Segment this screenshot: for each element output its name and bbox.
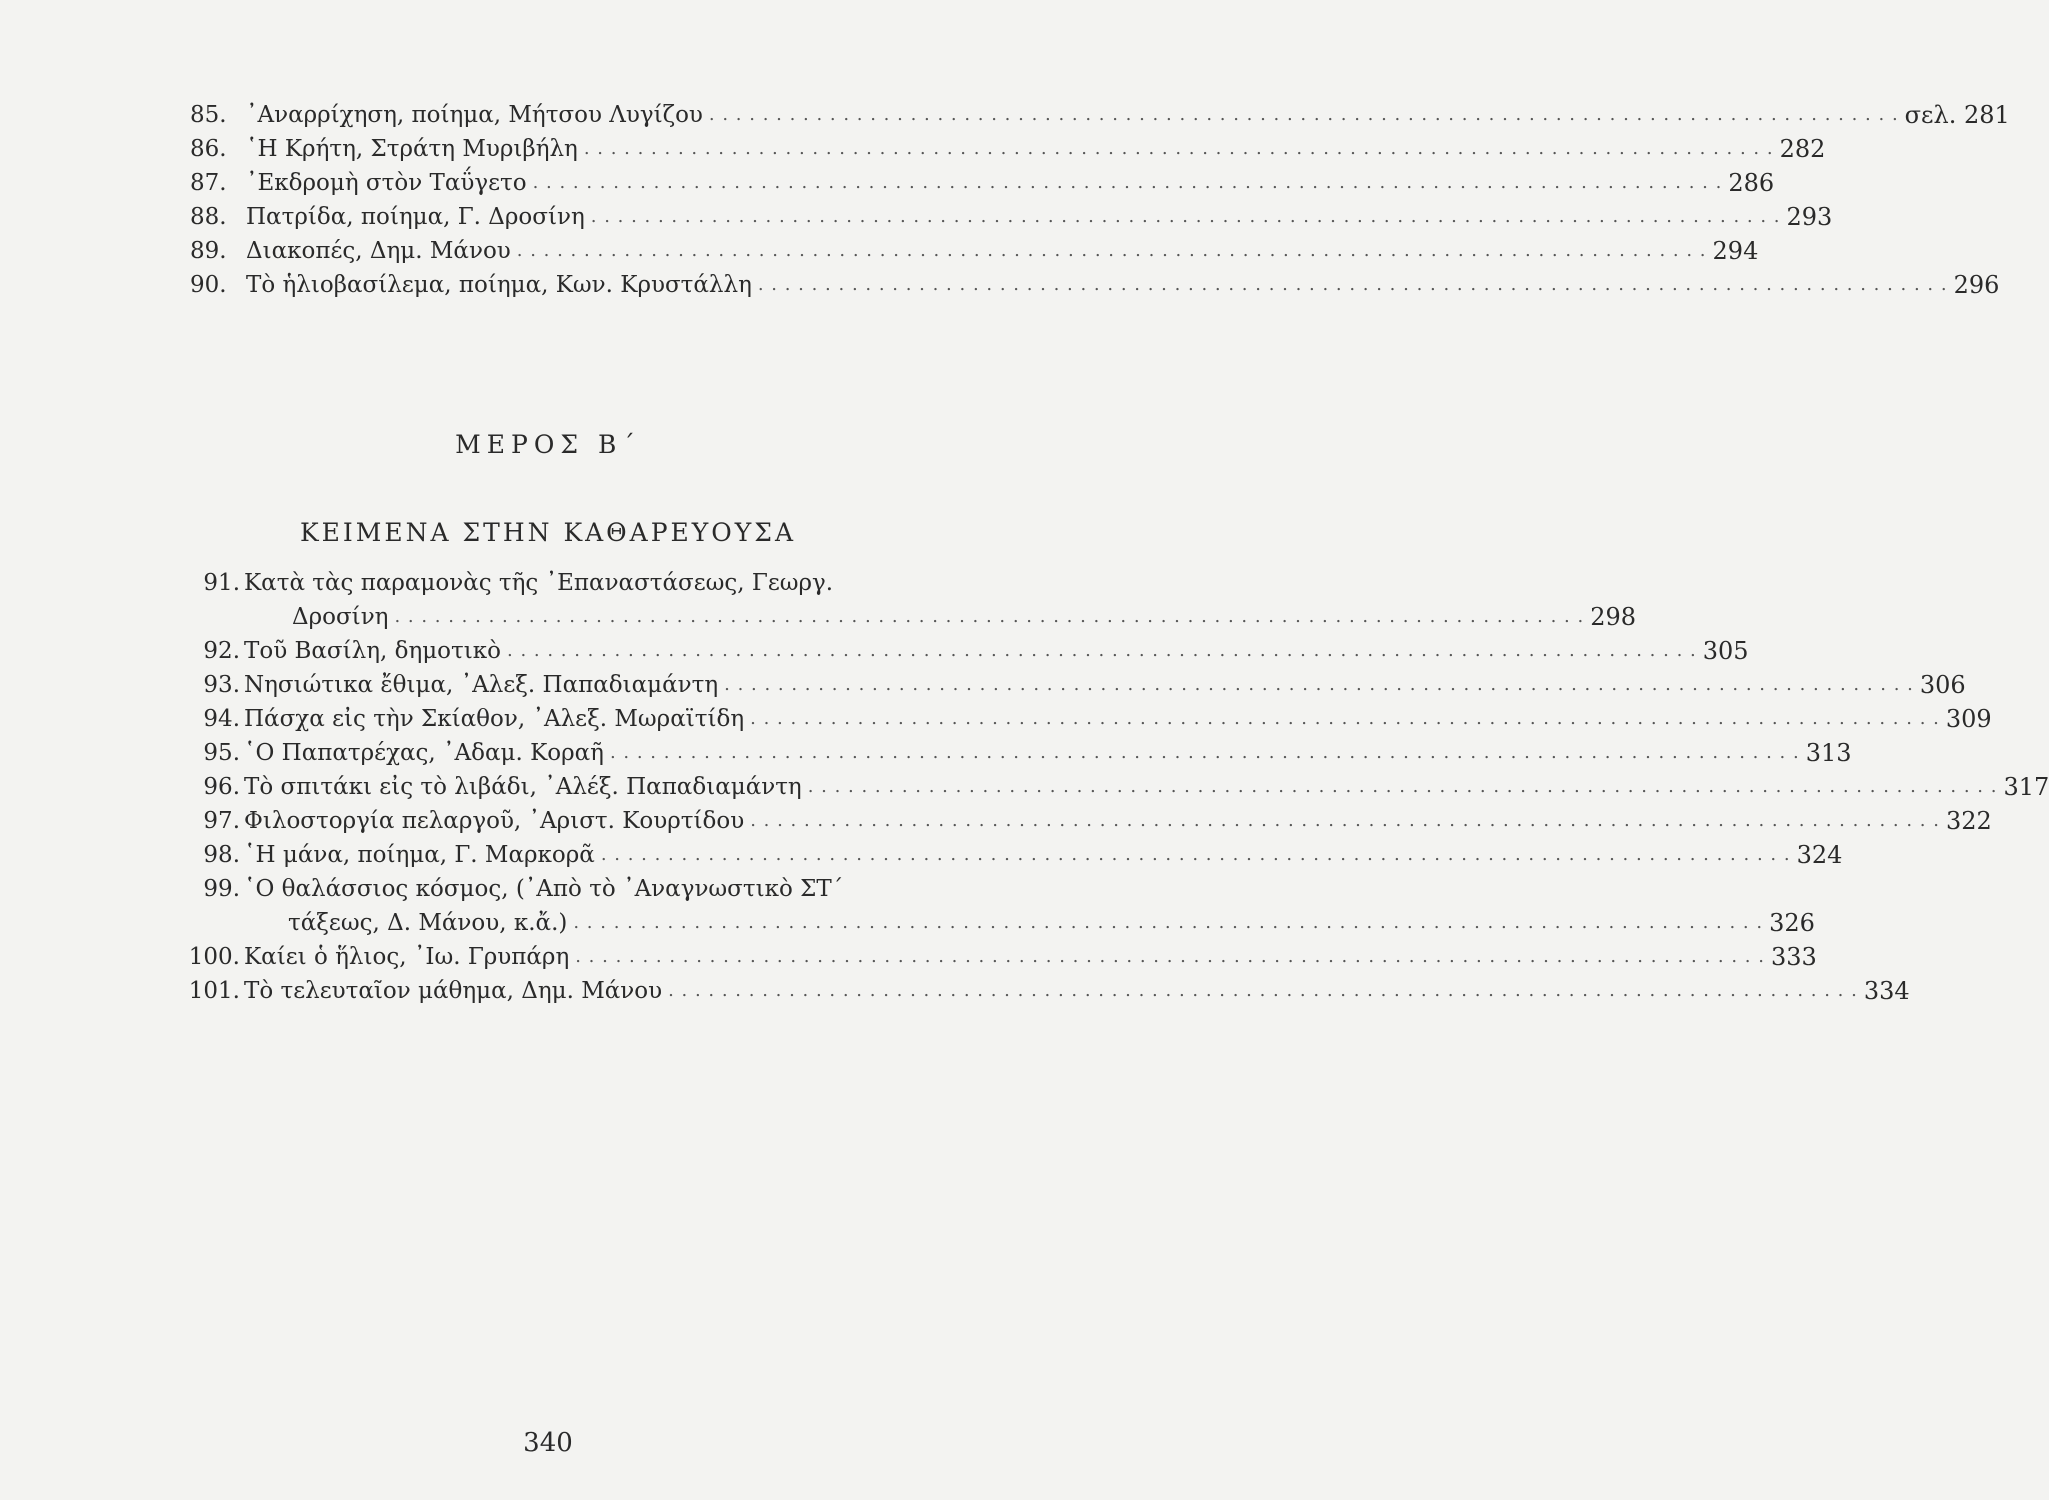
toc-entry (190, 132, 1826, 166)
entry-title: Φιλοστοργία πελαργοῦ, ᾿Αριστ. Κουρτίδου (244, 808, 745, 834)
entry-page: 293 (1786, 203, 1833, 231)
entry-page: 298 (1590, 603, 1637, 631)
entry-page: 305 (1702, 637, 1749, 665)
toc-entry (172, 872, 1034, 906)
entry-number: 100. (188, 944, 240, 970)
entry-title: Πάσχα εἰς τὴν Σκίαθον, ᾿Αλεξ. Μωραϊτίδη (244, 706, 745, 732)
toc-entry (172, 974, 1910, 1008)
toc-entry (190, 166, 1775, 200)
entry-number: 85. (190, 102, 227, 128)
toc-entry (190, 200, 1833, 234)
entry-number: 86. (190, 136, 227, 162)
entry-page: 296 (1953, 271, 2000, 299)
entry-page: 294 (1712, 237, 1759, 265)
toc-entry (190, 98, 2010, 132)
entry-number: 92. (203, 638, 240, 664)
toc-entry (172, 940, 1817, 974)
toc-entry-continuation (172, 906, 1815, 940)
dot-leader (507, 634, 1697, 668)
entry-page: σελ. 281 (1904, 101, 2010, 129)
entry-page: 317 (2003, 773, 2049, 801)
entry-number: 87. (190, 170, 227, 196)
dot-leader (668, 974, 1858, 1008)
entry-number: 91. (203, 570, 240, 596)
part-heading: ΜΕΡΟΣ Β΄ (455, 430, 641, 459)
entry-title: Πατρίδα, ποίημα, Γ. Δροσίνη (246, 204, 585, 230)
toc-entry-continuation (172, 600, 1637, 634)
dot-leader (575, 940, 1765, 974)
entry-title: ῾Η Κρήτη, Στράτη Μυριβήλη (246, 136, 578, 162)
entry-page: 286 (1728, 169, 1775, 197)
entry-number: 89. (190, 238, 227, 264)
dot-leader (724, 668, 1914, 702)
toc-entry (190, 234, 1759, 268)
entry-number: 97. (203, 808, 240, 834)
toc-list-part-b (172, 566, 2049, 1008)
dot-leader (750, 804, 1940, 838)
dot-leader (601, 838, 1791, 872)
entry-title: Διακοπές, Δημ. Μάνου (246, 238, 511, 264)
entry-number: 95. (203, 740, 240, 766)
entry-title: Κατὰ τὰς παραμονὰς τῆς ᾿Επαναστάσεως, Γεωργ. (244, 570, 834, 596)
section-heading: ΚΕΙΜΕΝΑ ΣΤΗΝ ΚΑΘΑΡΕΥΟΥΣΑ (299, 518, 797, 547)
page-number: 340 (523, 1428, 573, 1458)
entry-title: Τὸ τελευταῖον μάθημα, Δημ. Μάνου (244, 978, 663, 1004)
entry-number: 101. (188, 978, 240, 1004)
entry-title-continuation: Δροσίνη (292, 604, 389, 630)
toc-entry (172, 838, 1843, 872)
entry-number: 90. (190, 272, 227, 298)
entry-page: 322 (1945, 807, 1992, 835)
toc-list-part-a (190, 98, 2010, 302)
dot-leader (709, 98, 1899, 132)
toc-entry (172, 566, 1034, 600)
dot-leader (591, 200, 1781, 234)
toc-entry (190, 268, 2000, 302)
toc-entry (172, 736, 1852, 770)
entry-title: Τὸ σπιτάκι εἰς τὸ λιβάδι, ᾿Αλέξ. Παπαδιαμάντη (244, 774, 802, 800)
entry-number: 99. (203, 876, 240, 902)
dot-leader (394, 600, 1584, 634)
entry-title: Τοῦ Βασίλη, δημοτικὸ (244, 638, 501, 664)
toc-entry (172, 634, 1749, 668)
entry-page: 282 (1779, 135, 1826, 163)
entry-page: 334 (1863, 977, 1910, 1005)
entry-title: Τὸ ἡλιοβασίλεμα, ποίημα, Κων. Κρυστάλλη (246, 272, 752, 298)
dot-leader (610, 736, 1800, 770)
entry-page: 309 (1945, 705, 1992, 733)
entry-title: Νησιώτικα ἔθιμα, ᾿Αλεξ. Παπαδιαμάντη (244, 672, 719, 698)
dot-leader (808, 770, 1998, 804)
dot-leader (584, 132, 1774, 166)
entry-page: 333 (1770, 943, 1817, 971)
entry-title: Καίει ὁ ἥλιος, ᾿Ιω. Γρυπάρη (244, 944, 570, 970)
entry-title: ᾿Αναρρίχηση, ποίημα, Μήτσου Λυγίζου (246, 102, 703, 128)
entry-number: 96. (203, 774, 240, 800)
entry-page: 313 (1805, 739, 1852, 767)
entry-number: 98. (203, 842, 240, 868)
dot-leader (533, 166, 1723, 200)
entry-title: ῾Η μάνα, ποίημα, Γ. Μαρκορᾶ (244, 842, 595, 868)
dot-leader (750, 702, 1940, 736)
entry-title-continuation: τάξεως, Δ. Μάνου, κ.ἄ.) (288, 910, 568, 936)
entry-title: ᾿Εκδρομὴ στὸν Ταΰγετο (246, 170, 527, 196)
entry-number: 94. (203, 706, 240, 732)
dot-leader (573, 906, 1763, 940)
entry-number: 88. (190, 204, 227, 230)
toc-entry (172, 770, 2049, 804)
entry-title: ῾Ο θαλάσσιος κόσμος, (᾿Απὸ τὸ ᾿Αναγνωστικὸ ΣΤ΄ (244, 876, 844, 902)
entry-page: 306 (1919, 671, 1966, 699)
entry-page: 326 (1769, 909, 1815, 937)
toc-entry (172, 668, 1966, 702)
toc-entry (172, 702, 1992, 736)
dot-leader (758, 268, 1948, 302)
entry-page: 324 (1796, 841, 1843, 869)
entry-title: ῾Ο Παπατρέχας, ᾿Αδαμ. Κοραῆ (244, 740, 604, 766)
dot-leader (517, 234, 1707, 268)
entry-number: 93. (203, 672, 240, 698)
toc-entry (172, 804, 1992, 838)
